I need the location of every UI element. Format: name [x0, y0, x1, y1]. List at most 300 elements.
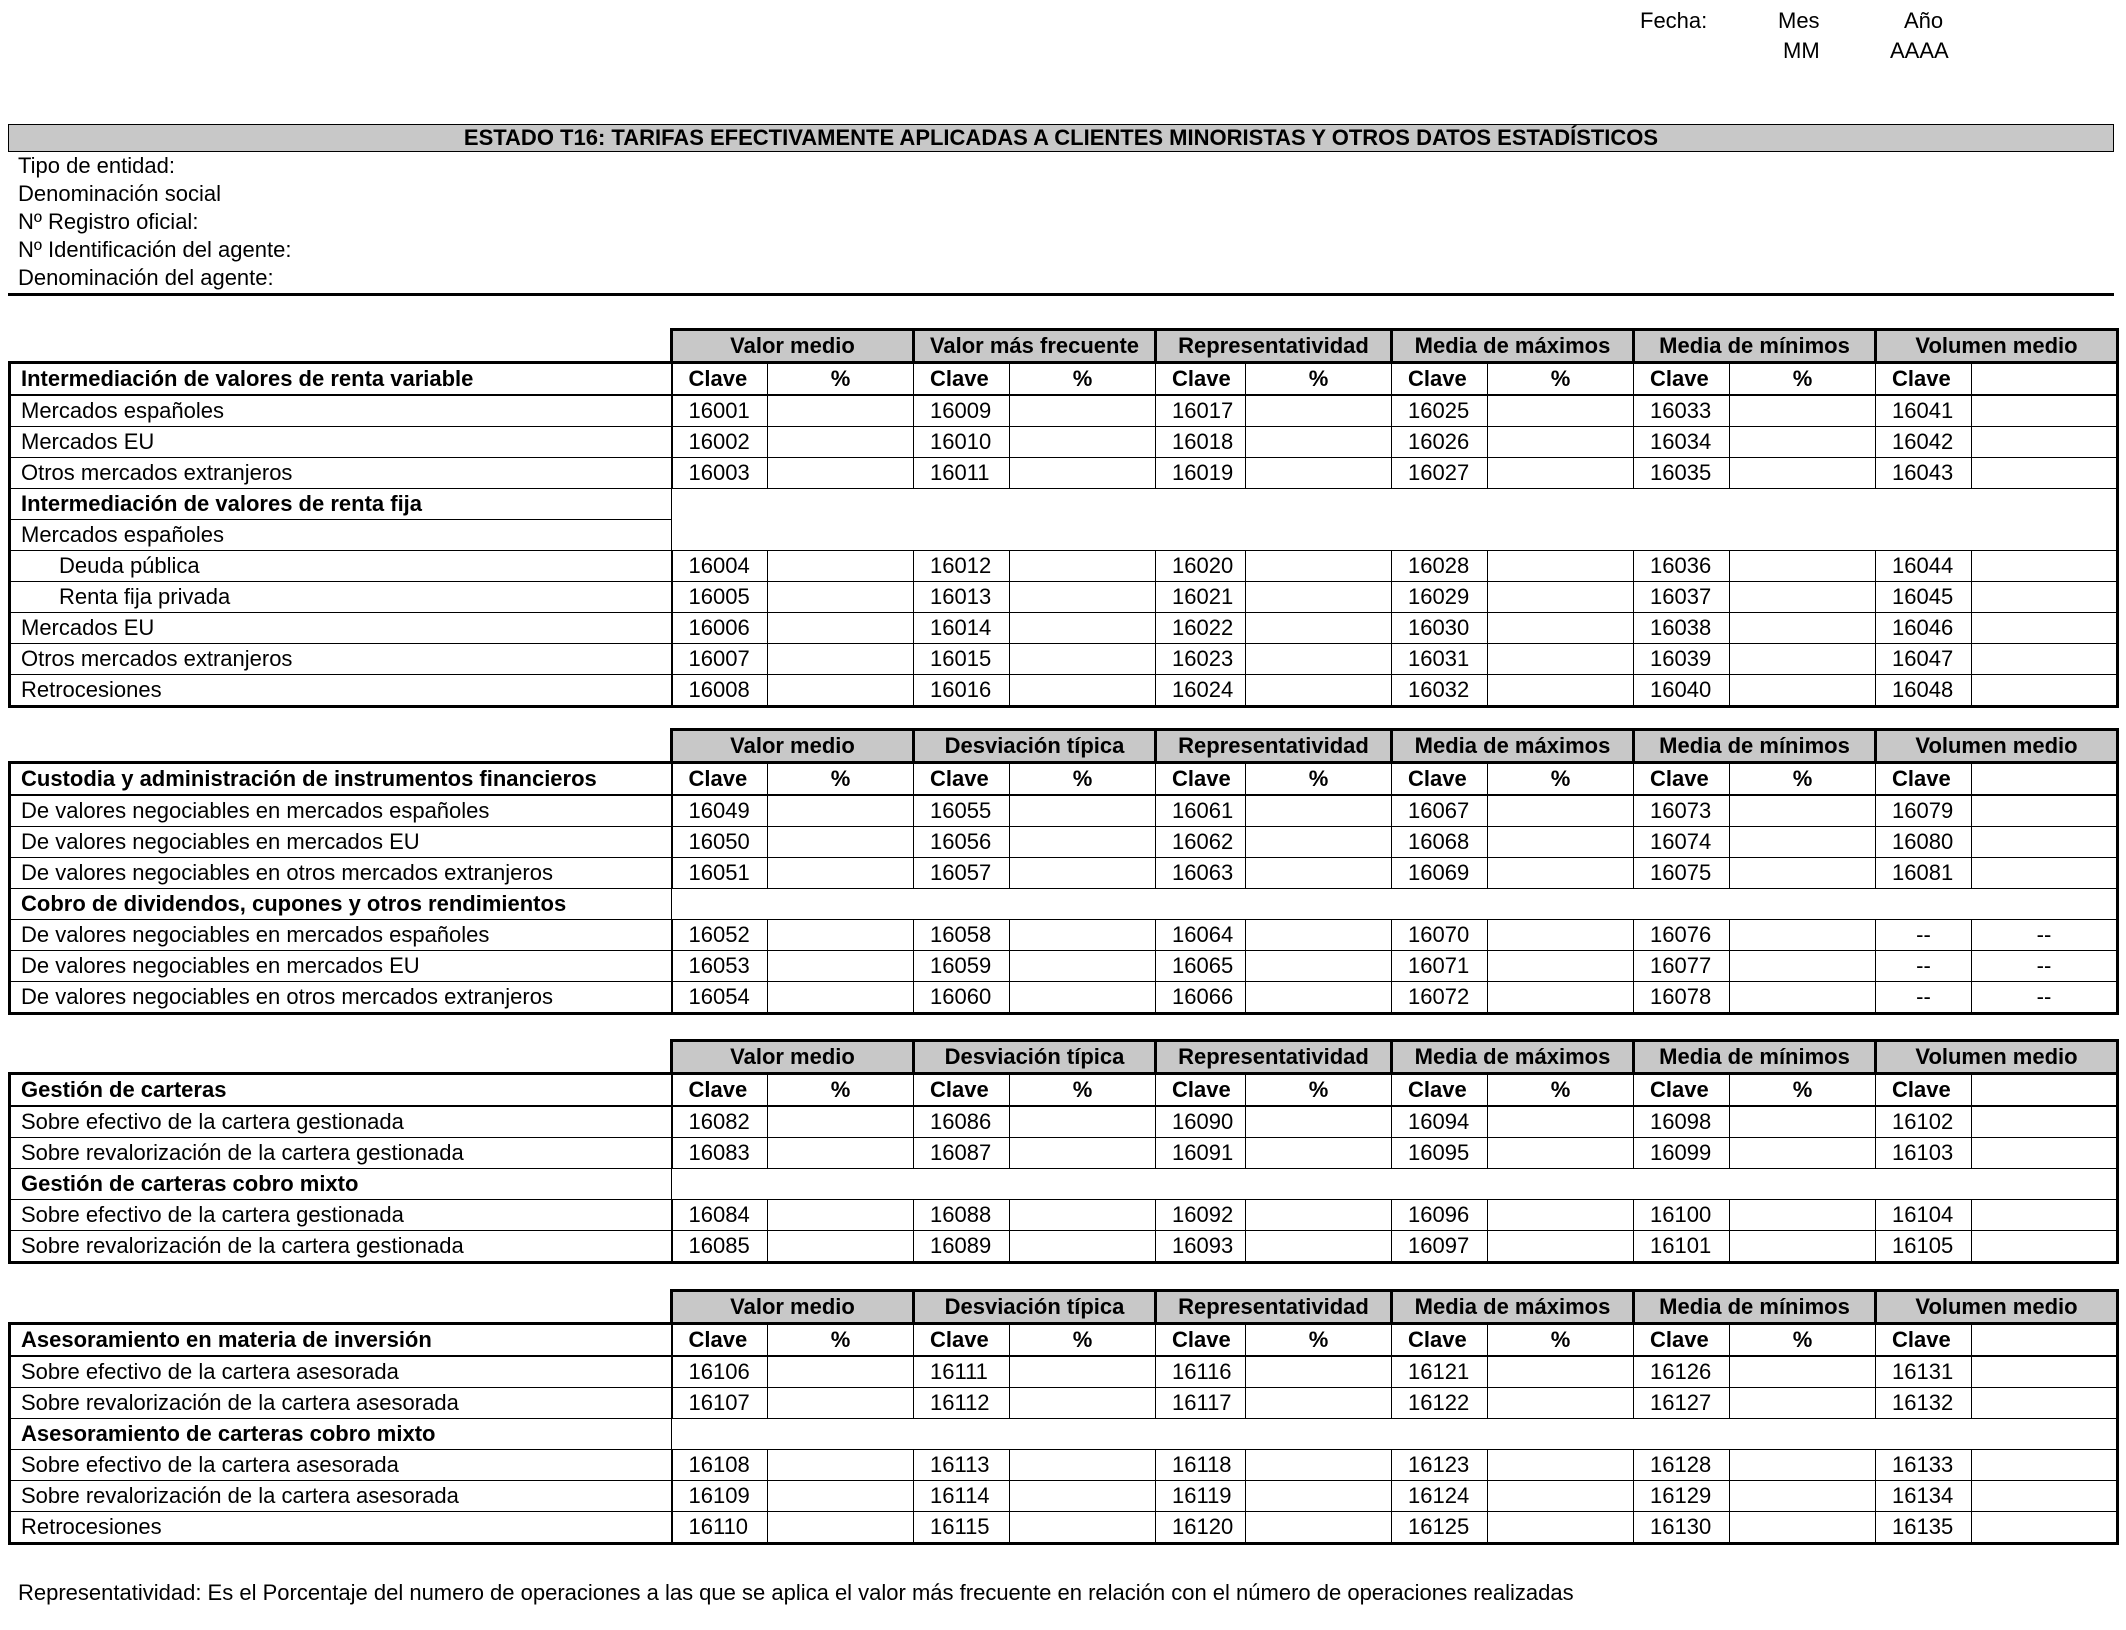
value-input-cell[interactable] — [1246, 795, 1392, 827]
value-input-cell[interactable] — [1246, 613, 1392, 644]
dash-cell[interactable]: -- — [1972, 920, 2118, 951]
row-label: De valores negociables en mercados españoles — [10, 795, 672, 827]
value-input-cell[interactable] — [1488, 1231, 1634, 1263]
code-cell: 16017 — [1156, 395, 1246, 427]
value-input-cell[interactable] — [1010, 644, 1156, 675]
code-cell: 16126 — [1634, 1356, 1730, 1388]
value-input-cell[interactable] — [1488, 1481, 1634, 1512]
value-input-cell[interactable] — [1972, 1200, 2118, 1231]
value-input-cell[interactable] — [1488, 1138, 1634, 1169]
code-cell: 16037 — [1634, 582, 1730, 613]
value-input-cell[interactable] — [1246, 395, 1392, 427]
value-input-cell[interactable] — [1246, 675, 1392, 707]
code-cell: 16042 — [1876, 427, 1972, 458]
empty-cell — [672, 1419, 2118, 1450]
value-input-cell[interactable] — [1972, 1231, 2118, 1263]
clave-header: Clave — [1634, 1074, 1730, 1107]
code-cell: 16088 — [914, 1200, 1010, 1231]
code-cell: 16070 — [1392, 920, 1488, 951]
code-cell: 16034 — [1634, 427, 1730, 458]
value-input-cell[interactable] — [1246, 458, 1392, 489]
code-cell: 16023 — [1156, 644, 1246, 675]
value-input-cell[interactable] — [1010, 951, 1156, 982]
column-header: Media de máximos — [1392, 1041, 1634, 1074]
value-input-cell[interactable] — [768, 1106, 914, 1138]
section-title: Intermediación de valores de renta variable — [10, 363, 672, 396]
value-input-cell[interactable] — [1972, 795, 2118, 827]
column-header: Representatividad — [1156, 1041, 1392, 1074]
value-input-cell[interactable] — [768, 644, 914, 675]
clave-header: Clave — [914, 363, 1010, 396]
code-cell: 16009 — [914, 395, 1010, 427]
code-cell: 16013 — [914, 582, 1010, 613]
code-cell: 16051 — [672, 858, 768, 889]
section-title: Custodia y administración de instrumentos financieros — [10, 763, 672, 796]
code-cell: 16038 — [1634, 613, 1730, 644]
value-input-cell[interactable] — [1972, 1481, 2118, 1512]
value-input-cell[interactable] — [1010, 1450, 1156, 1481]
clave-header: Clave — [1392, 763, 1488, 796]
value-input-cell[interactable] — [1488, 795, 1634, 827]
code-cell: 16010 — [914, 427, 1010, 458]
value-input-cell[interactable] — [1730, 1512, 1876, 1544]
clave-header: Clave — [1392, 1324, 1488, 1357]
value-input-cell[interactable] — [768, 795, 914, 827]
value-input-cell[interactable] — [1730, 458, 1876, 489]
code-cell: 16120 — [1156, 1512, 1246, 1544]
value-input-cell[interactable] — [1246, 551, 1392, 582]
header-blank — [10, 330, 672, 363]
value-input-cell[interactable] — [768, 1388, 914, 1419]
value-input-cell[interactable] — [1246, 1450, 1392, 1481]
value-input-cell[interactable] — [1246, 920, 1392, 951]
code-cell: 16035 — [1634, 458, 1730, 489]
value-input-cell[interactable] — [1488, 1388, 1634, 1419]
percent-header: % — [768, 363, 914, 396]
code-cell: 16097 — [1392, 1231, 1488, 1263]
value-input-cell[interactable] — [1010, 1200, 1156, 1231]
value-input-cell[interactable] — [1246, 1200, 1392, 1231]
row-label: Sobre efectivo de la cartera gestionada — [10, 1200, 672, 1231]
code-cell: 16117 — [1156, 1388, 1246, 1419]
value-input-cell[interactable] — [1488, 582, 1634, 613]
code-cell: 16046 — [1876, 613, 1972, 644]
subsection-title: Intermediación de valores de renta fija — [10, 489, 672, 520]
value-input-cell[interactable] — [1246, 1356, 1392, 1388]
row-label: De valores negociables en mercados españoles — [10, 920, 672, 951]
code-cell: 16022 — [1156, 613, 1246, 644]
code-cell: 16050 — [672, 827, 768, 858]
value-input-cell[interactable] — [1010, 1512, 1156, 1544]
code-cell: 16069 — [1392, 858, 1488, 889]
percent-header: % — [768, 1074, 914, 1107]
code-cell: 16004 — [672, 551, 768, 582]
code-cell: 16092 — [1156, 1200, 1246, 1231]
code-cell: 16068 — [1392, 827, 1488, 858]
value-input-cell[interactable] — [1488, 395, 1634, 427]
value-input-cell[interactable] — [1972, 582, 2118, 613]
code-cell: 16082 — [672, 1106, 768, 1138]
value-input-cell[interactable] — [1010, 582, 1156, 613]
value-input-cell[interactable] — [1972, 1388, 2118, 1419]
code-cell: 16075 — [1634, 858, 1730, 889]
value-input-cell[interactable] — [1972, 551, 2118, 582]
value-input-cell[interactable] — [1010, 613, 1156, 644]
value-input-cell[interactable] — [1010, 920, 1156, 951]
value-input-cell[interactable] — [1010, 982, 1156, 1014]
value-input-cell[interactable] — [1246, 1106, 1392, 1138]
row-label: Deuda pública — [10, 551, 672, 582]
value-input-cell[interactable] — [1730, 1450, 1876, 1481]
form-title: ESTADO T16: TARIFAS EFECTIVAMENTE APLICADAS A CLIENTES MINORISTAS Y OTROS DATOS ESTADÍSTICOS — [8, 124, 2114, 152]
code-cell: 16128 — [1634, 1450, 1730, 1481]
clave-header: Clave — [1876, 1324, 1972, 1357]
value-input-cell[interactable] — [1972, 1138, 2118, 1169]
code-cell: 16030 — [1392, 613, 1488, 644]
row-label: Sobre revalorización de la cartera gestionada — [10, 1138, 672, 1169]
value-input-cell[interactable] — [1488, 827, 1634, 858]
value-input-cell[interactable] — [1730, 920, 1876, 951]
value-input-cell[interactable] — [1730, 1106, 1876, 1138]
code-cell: 16107 — [672, 1388, 768, 1419]
clave-header: Clave — [672, 763, 768, 796]
column-header: Representatividad — [1156, 730, 1392, 763]
value-input-cell[interactable] — [1246, 1512, 1392, 1544]
column-header: Valor medio — [672, 1291, 914, 1324]
value-input-cell[interactable] — [768, 551, 914, 582]
row-label: Otros mercados extranjeros — [10, 644, 672, 675]
code-cell: 16073 — [1634, 795, 1730, 827]
row-label: Renta fija privada — [10, 582, 672, 613]
value-input-cell[interactable] — [1488, 1450, 1634, 1481]
value-input-cell[interactable] — [1972, 1450, 2118, 1481]
tariff-table-3 — [8, 1039, 2119, 1264]
code-cell: 16101 — [1634, 1231, 1730, 1263]
code-cell: 16098 — [1634, 1106, 1730, 1138]
code-cell: 16028 — [1392, 551, 1488, 582]
column-header: Valor más frecuente — [914, 330, 1156, 363]
value-input-cell[interactable] — [1730, 1138, 1876, 1169]
value-input-cell[interactable] — [1730, 795, 1876, 827]
row-label: Mercados EU — [10, 427, 672, 458]
code-cell: 16058 — [914, 920, 1010, 951]
code-cell: 16003 — [672, 458, 768, 489]
code-cell: 16040 — [1634, 675, 1730, 707]
value-input-cell[interactable] — [768, 1512, 914, 1544]
dash-cell[interactable]: -- — [1972, 951, 2118, 982]
code-cell: 16123 — [1392, 1450, 1488, 1481]
code-cell: 16049 — [672, 795, 768, 827]
blank-cell — [1972, 763, 2118, 796]
mes-format: MM — [1783, 38, 1820, 63]
column-header: Volumen medio — [1876, 1291, 2118, 1324]
value-input-cell[interactable] — [1010, 1481, 1156, 1512]
code-cell: 16089 — [914, 1231, 1010, 1263]
value-input-cell[interactable] — [768, 395, 914, 427]
code-cell: 16084 — [672, 1200, 768, 1231]
value-input-cell[interactable] — [1730, 675, 1876, 707]
value-input-cell[interactable] — [1010, 1388, 1156, 1419]
footnote: Representatividad: Es el Porcentaje del numero de operaciones a las que se aplica el valor más frecuente en relación con el número de operaciones realizadas — [18, 1580, 1574, 1605]
column-header: Volumen medio — [1876, 730, 2118, 763]
column-header: Desviación típica — [914, 1041, 1156, 1074]
value-input-cell[interactable] — [1730, 1481, 1876, 1512]
value-input-cell[interactable] — [1730, 827, 1876, 858]
column-header: Valor medio — [672, 1041, 914, 1074]
value-input-cell[interactable] — [1730, 395, 1876, 427]
percent-header: % — [1246, 763, 1392, 796]
code-cell: 16060 — [914, 982, 1010, 1014]
code-cell: 16099 — [1634, 1138, 1730, 1169]
value-input-cell[interactable] — [1488, 675, 1634, 707]
column-header: Desviación típica — [914, 1291, 1156, 1324]
row-label: De valores negociables en mercados EU — [10, 827, 672, 858]
value-input-cell[interactable] — [1488, 613, 1634, 644]
value-input-cell[interactable] — [768, 858, 914, 889]
value-input-cell[interactable] — [1730, 582, 1876, 613]
value-input-cell[interactable] — [1246, 644, 1392, 675]
code-cell: 16053 — [672, 951, 768, 982]
value-input-cell[interactable] — [1972, 1356, 2118, 1388]
column-header: Volumen medio — [1876, 1041, 2118, 1074]
code-cell: 16086 — [914, 1106, 1010, 1138]
code-cell: 16014 — [914, 613, 1010, 644]
mes-label: Mes — [1778, 8, 1820, 33]
code-cell: 16119 — [1156, 1481, 1246, 1512]
value-input-cell[interactable] — [1730, 427, 1876, 458]
value-input-cell[interactable] — [1246, 1388, 1392, 1419]
value-input-cell[interactable] — [1730, 982, 1876, 1014]
value-input-cell[interactable] — [1730, 951, 1876, 982]
code-cell: 16031 — [1392, 644, 1488, 675]
value-input-cell[interactable] — [1010, 1356, 1156, 1388]
tariff-table-4 — [8, 1289, 2119, 1545]
column-header: Representatividad — [1156, 1291, 1392, 1324]
code-cell: 16055 — [914, 795, 1010, 827]
value-input-cell[interactable] — [1010, 427, 1156, 458]
clave-header: Clave — [1634, 763, 1730, 796]
row-label: Sobre revalorización de la cartera gestionada — [10, 1231, 672, 1263]
value-input-cell[interactable] — [768, 951, 914, 982]
code-cell: 16018 — [1156, 427, 1246, 458]
value-input-cell[interactable] — [1488, 1512, 1634, 1544]
value-input-cell[interactable] — [768, 1138, 914, 1169]
value-input-cell[interactable] — [1246, 827, 1392, 858]
value-input-cell[interactable] — [768, 1450, 914, 1481]
value-input-cell[interactable] — [1010, 795, 1156, 827]
code-cell: 16113 — [914, 1450, 1010, 1481]
agent-name-label: Denominación del agente: — [18, 265, 274, 290]
value-input-cell[interactable] — [1730, 1356, 1876, 1388]
value-input-cell[interactable] — [1246, 982, 1392, 1014]
value-input-cell[interactable] — [1246, 951, 1392, 982]
code-cell: 16106 — [672, 1356, 768, 1388]
value-input-cell[interactable] — [1488, 1356, 1634, 1388]
blank-cell — [1972, 363, 2118, 396]
column-header: Media de mínimos — [1634, 1041, 1876, 1074]
value-input-cell[interactable] — [1730, 613, 1876, 644]
percent-header: % — [1730, 1324, 1876, 1357]
clave-header: Clave — [672, 363, 768, 396]
code-cell: 16064 — [1156, 920, 1246, 951]
value-input-cell[interactable] — [768, 1481, 914, 1512]
dash-cell[interactable]: -- — [1972, 982, 2118, 1014]
code-cell: 16131 — [1876, 1356, 1972, 1388]
code-cell: 16093 — [1156, 1231, 1246, 1263]
code-cell: 16039 — [1634, 644, 1730, 675]
value-input-cell[interactable] — [1246, 858, 1392, 889]
code-cell: 16032 — [1392, 675, 1488, 707]
value-input-cell[interactable] — [768, 427, 914, 458]
code-cell: 16125 — [1392, 1512, 1488, 1544]
value-input-cell[interactable] — [1730, 858, 1876, 889]
code-cell: 16007 — [672, 644, 768, 675]
value-input-cell[interactable] — [1010, 395, 1156, 427]
value-input-cell[interactable] — [1972, 827, 2118, 858]
value-input-cell[interactable] — [1972, 613, 2118, 644]
value-input-cell[interactable] — [1972, 427, 2118, 458]
value-input-cell[interactable] — [1010, 458, 1156, 489]
value-input-cell[interactable] — [1488, 644, 1634, 675]
code-cell: 16001 — [672, 395, 768, 427]
code-cell: 16072 — [1392, 982, 1488, 1014]
column-header: Media de mínimos — [1634, 1291, 1876, 1324]
clave-header: Clave — [1156, 763, 1246, 796]
percent-header: % — [1488, 1324, 1634, 1357]
column-header: Valor medio — [672, 730, 914, 763]
code-cell: 16081 — [1876, 858, 1972, 889]
value-input-cell[interactable] — [768, 982, 914, 1014]
column-header: Media de máximos — [1392, 730, 1634, 763]
column-header: Media de mínimos — [1634, 330, 1876, 363]
value-input-cell[interactable] — [1246, 1481, 1392, 1512]
value-input-cell[interactable] — [768, 920, 914, 951]
code-cell: 16021 — [1156, 582, 1246, 613]
code-cell: 16080 — [1876, 827, 1972, 858]
value-input-cell[interactable] — [1972, 458, 2118, 489]
code-cell: 16091 — [1156, 1138, 1246, 1169]
value-input-cell[interactable] — [1246, 427, 1392, 458]
empty-cell — [672, 889, 2118, 920]
row-label: Sobre efectivo de la cartera asesorada — [10, 1450, 672, 1481]
value-input-cell[interactable] — [1010, 858, 1156, 889]
section-title: Gestión de carteras — [10, 1074, 672, 1107]
code-cell: 16006 — [672, 613, 768, 644]
entity-type-label: Tipo de entidad: — [18, 153, 175, 178]
value-input-cell[interactable] — [1010, 551, 1156, 582]
code-cell: 16096 — [1392, 1200, 1488, 1231]
value-input-cell[interactable] — [1246, 1231, 1392, 1263]
value-input-cell[interactable] — [768, 1231, 914, 1263]
code-cell: 16076 — [1634, 920, 1730, 951]
value-input-cell[interactable] — [768, 827, 914, 858]
percent-header: % — [1246, 363, 1392, 396]
code-cell: 16111 — [914, 1356, 1010, 1388]
empty-cell — [672, 1169, 2118, 1200]
value-input-cell[interactable] — [1488, 551, 1634, 582]
anio-format: AAAA — [1890, 38, 1949, 63]
value-input-cell[interactable] — [768, 675, 914, 707]
column-header: Media de mínimos — [1634, 730, 1876, 763]
value-input-cell[interactable] — [1010, 1138, 1156, 1169]
value-input-cell[interactable] — [1488, 458, 1634, 489]
value-input-cell[interactable] — [1488, 951, 1634, 982]
percent-header: % — [1010, 763, 1156, 796]
code-cell: 16121 — [1392, 1356, 1488, 1388]
value-input-cell[interactable] — [1010, 1231, 1156, 1263]
percent-header: % — [1246, 1324, 1392, 1357]
clave-header: Clave — [1392, 363, 1488, 396]
value-input-cell[interactable] — [1010, 827, 1156, 858]
clave-header: Clave — [1876, 763, 1972, 796]
code-cell: 16100 — [1634, 1200, 1730, 1231]
value-input-cell[interactable] — [768, 582, 914, 613]
blank-cell — [1972, 1074, 2118, 1107]
subsection-title: Cobro de dividendos, cupones y otros rendimientos — [10, 889, 672, 920]
value-input-cell[interactable] — [768, 1200, 914, 1231]
code-cell: 16015 — [914, 644, 1010, 675]
clave-header: Clave — [1156, 1324, 1246, 1357]
code-cell: 16056 — [914, 827, 1010, 858]
code-cell: 16036 — [1634, 551, 1730, 582]
value-input-cell[interactable] — [1972, 858, 2118, 889]
code-cell: 16109 — [672, 1481, 768, 1512]
value-input-cell[interactable] — [1972, 1106, 2118, 1138]
value-input-cell[interactable] — [1972, 675, 2118, 707]
value-input-cell[interactable] — [1488, 858, 1634, 889]
code-cell: 16074 — [1634, 827, 1730, 858]
value-input-cell[interactable] — [1730, 1200, 1876, 1231]
code-cell: -- — [1876, 920, 1972, 951]
value-input-cell[interactable] — [1488, 982, 1634, 1014]
value-input-cell[interactable] — [1972, 395, 2118, 427]
value-input-cell[interactable] — [1730, 1231, 1876, 1263]
value-input-cell[interactable] — [1730, 1388, 1876, 1419]
value-input-cell[interactable] — [1246, 1138, 1392, 1169]
code-cell: 16026 — [1392, 427, 1488, 458]
value-input-cell[interactable] — [1488, 920, 1634, 951]
value-input-cell[interactable] — [768, 458, 914, 489]
code-cell: 16122 — [1392, 1388, 1488, 1419]
tariff-table-2 — [8, 728, 2119, 1015]
code-cell: 16063 — [1156, 858, 1246, 889]
value-input-cell[interactable] — [768, 1356, 914, 1388]
code-cell: 16054 — [672, 982, 768, 1014]
value-input-cell[interactable] — [1972, 644, 2118, 675]
entity-divider — [8, 293, 2114, 296]
value-input-cell[interactable] — [1488, 427, 1634, 458]
percent-header: % — [1730, 763, 1876, 796]
code-cell: 16094 — [1392, 1106, 1488, 1138]
value-input-cell[interactable] — [1488, 1200, 1634, 1231]
value-input-cell[interactable] — [1730, 644, 1876, 675]
value-input-cell[interactable] — [1010, 675, 1156, 707]
percent-header: % — [1010, 363, 1156, 396]
value-input-cell[interactable] — [1972, 1512, 2118, 1544]
value-input-cell[interactable] — [1246, 582, 1392, 613]
code-cell: 16104 — [1876, 1200, 1972, 1231]
row-label: Mercados EU — [10, 613, 672, 644]
value-input-cell[interactable] — [1488, 1106, 1634, 1138]
value-input-cell[interactable] — [1730, 551, 1876, 582]
code-cell: 16065 — [1156, 951, 1246, 982]
value-input-cell[interactable] — [768, 613, 914, 644]
code-cell: 16077 — [1634, 951, 1730, 982]
clave-header: Clave — [914, 763, 1010, 796]
clave-header: Clave — [1876, 363, 1972, 396]
value-input-cell[interactable] — [1010, 1106, 1156, 1138]
code-cell: 16057 — [914, 858, 1010, 889]
